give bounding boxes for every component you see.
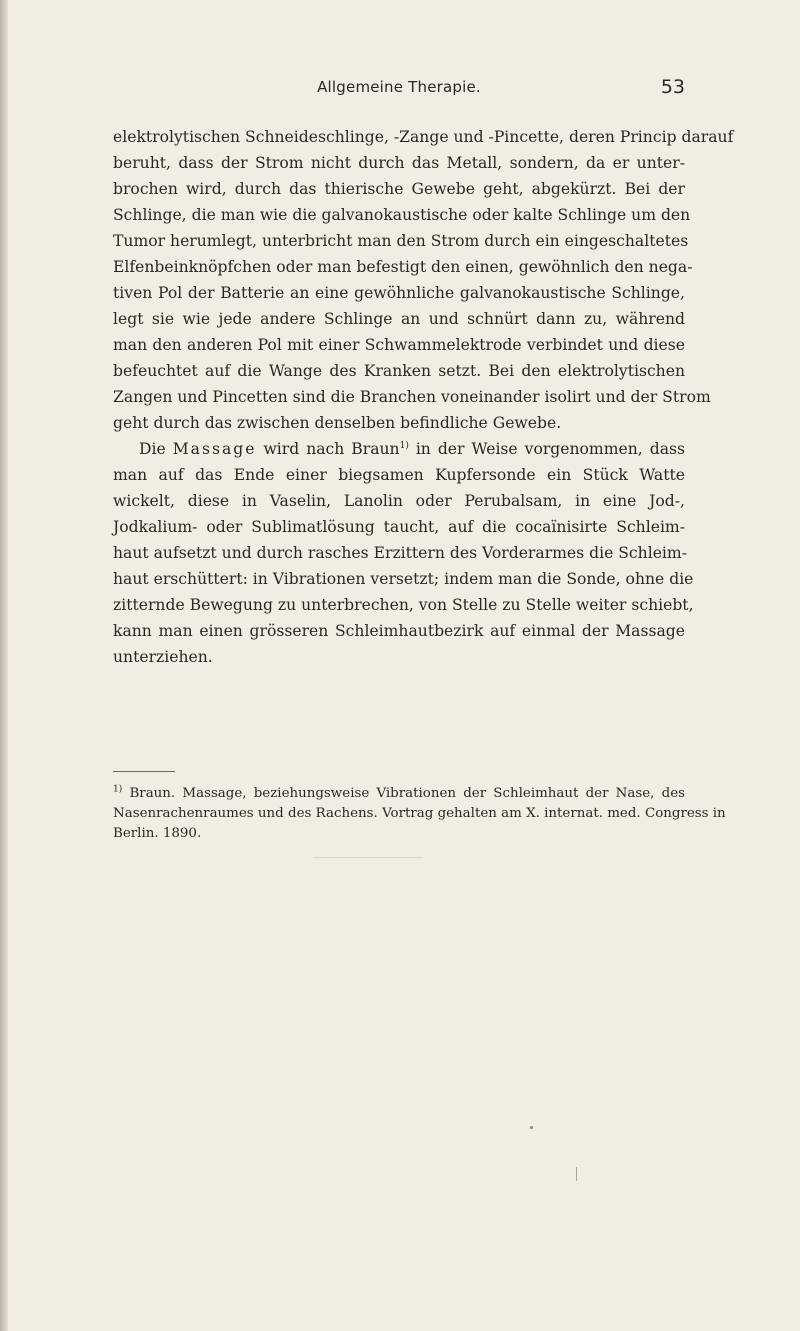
text-line: haut erschüttert: in Vibrationen versetzt; indem man die Sonde, ohne die	[113, 570, 694, 588]
text-segment: Die	[139, 440, 173, 458]
running-head: Allgemeine Therapie.	[317, 78, 481, 96]
text-line: wickelt, diese in Vaselin, Lanolin oder Perubalsam, in eine Jod-,	[113, 492, 685, 510]
footnote-text: Braun. Massage, beziehungsweise Vibrationen der Schleimhaut der Nase, des	[129, 786, 685, 801]
text-line: Zangen und Pincetten sind die Branchen voneinander isolirt und der Strom	[113, 388, 711, 406]
text-line: haut aufsetzt und durch rasches Erzittern des Vorderarmes die Schleim-	[113, 544, 687, 562]
page-header	[113, 76, 685, 100]
footnote-line: Nasenrachenraumes und des Rachens. Vortrag gehalten am X. internat. med. Congress in	[113, 806, 726, 821]
spaced-term-massage: Massage	[172, 440, 257, 458]
show-through-rule	[313, 857, 423, 858]
paragraph-electrolysis	[113, 124, 734, 436]
footnote	[113, 784, 726, 844]
text-line: man den anderen Pol mit einer Schwammelektrode verbindet und diese	[113, 336, 685, 354]
text-line: kann man einen grösseren Schleimhautbezirk auf einmal der Massage	[113, 622, 685, 640]
text-line: brochen wird, durch das thierische Gewebe geht, abgekürzt. Bei der	[113, 180, 685, 198]
text-line: unterziehen.	[113, 648, 213, 666]
footnote-line: Berlin. 1890.	[113, 826, 202, 841]
text-line: befeuchtet auf die Wange des Kranken setzt. Bei den elektrolytischen	[113, 362, 685, 380]
paper-speck	[530, 1126, 533, 1129]
text-segment: wird nach Braun	[256, 440, 400, 458]
paper-speck	[576, 1167, 577, 1181]
page-number: 53	[660, 76, 685, 98]
text-line: zitternde Bewegung zu unterbrechen, von Stelle zu Stelle weiter schiebt,	[113, 596, 694, 614]
text-line: beruht, dass der Strom nicht durch das Metall, sondern, da er unter-	[113, 154, 685, 172]
text-line: man auf das Ende einer biegsamen Kupfersonde ein Stück Watte	[113, 466, 685, 484]
text-line: tiven Pol der Batterie an eine gewöhnliche galvanokaustische Schlinge,	[113, 284, 685, 302]
footnote-mark: 1)	[113, 784, 123, 795]
text-segment: in der Weise vorgenommen, dass	[408, 440, 685, 458]
page-binding-edge	[0, 0, 8, 1331]
footnote-divider	[113, 771, 175, 772]
text-line: Elfenbeinknöpfchen oder man befestigt den einen, gewöhnlich den nega-	[113, 258, 693, 276]
text-line: geht durch das zwischen denselben befindliche Gewebe.	[113, 414, 562, 432]
paragraph-massage	[113, 436, 694, 670]
body-text	[113, 124, 734, 670]
text-line-first	[113, 436, 685, 462]
footnote-reference[interactable]: 1)	[399, 440, 409, 451]
footnote-line-first	[113, 784, 685, 804]
text-line: legt sie wie jede andere Schlinge an und schnürt dann zu, während	[113, 310, 685, 328]
text-line: Jodkalium- oder Sublimatlösung taucht, auf die cocaïnisirte Schleim-	[113, 518, 685, 536]
text-line: Schlinge, die man wie die galvanokaustische oder kalte Schlinge um den	[113, 206, 691, 224]
text-line: Tumor herumlegt, unterbricht man den Strom durch ein eingeschaltetes	[113, 232, 689, 250]
text-line: elektrolytischen Schneideschlinge, -Zange und -Pincette, deren Princip darauf	[113, 128, 734, 146]
